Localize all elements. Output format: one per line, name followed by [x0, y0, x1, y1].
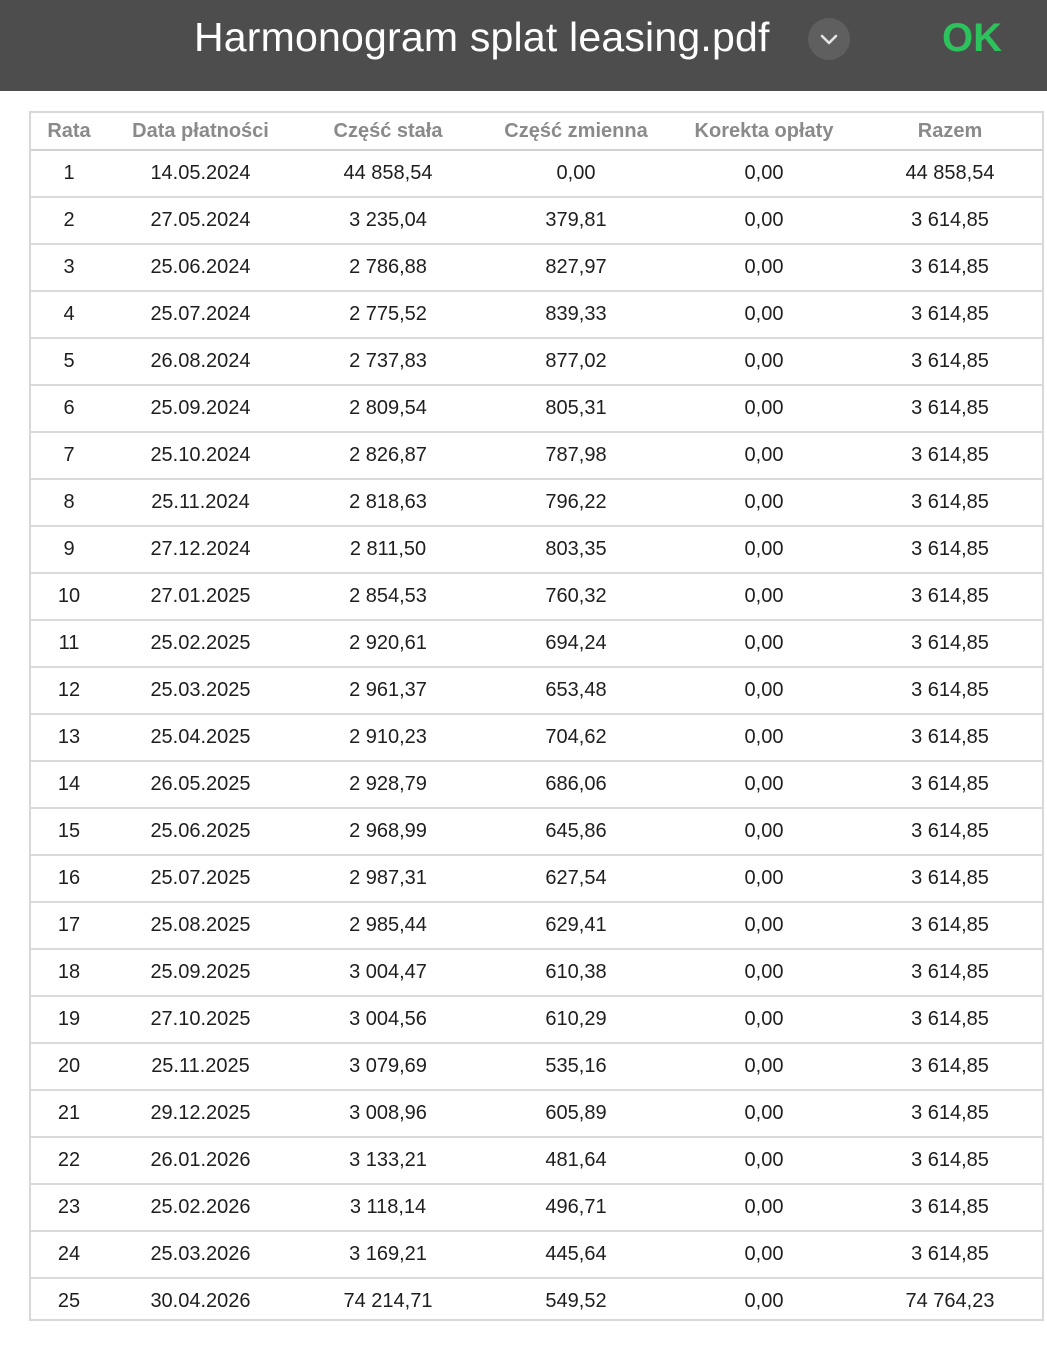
cell-fee-correction: 0,00	[670, 902, 858, 949]
table-row	[31, 620, 1042, 667]
cell-variable-part: 627,54	[482, 855, 670, 902]
cell-variable-part: 629,41	[482, 902, 670, 949]
column-header-fixed-part: Część stała	[294, 113, 482, 150]
cell-fixed-part: 2 786,88	[294, 244, 482, 291]
cell-variable-part: 481,64	[482, 1137, 670, 1184]
table-row	[31, 808, 1042, 855]
cell-fee-correction: 0,00	[670, 244, 858, 291]
cell-total: 3 614,85	[858, 1231, 1042, 1278]
table-row	[31, 338, 1042, 385]
cell-fixed-part: 2 818,63	[294, 479, 482, 526]
cell-fee-correction: 0,00	[670, 620, 858, 667]
cell-payment-date: 25.08.2025	[107, 902, 294, 949]
ok-button[interactable]: OK	[942, 16, 1002, 60]
cell-payment-date: 26.08.2024	[107, 338, 294, 385]
cell-fixed-part: 3 169,21	[294, 1231, 482, 1278]
cell-installment-number: 23	[31, 1184, 107, 1231]
cell-fee-correction: 0,00	[670, 1137, 858, 1184]
cell-installment-number: 20	[31, 1043, 107, 1090]
cell-total: 3 614,85	[858, 573, 1042, 620]
cell-fixed-part: 2 737,83	[294, 338, 482, 385]
cell-fee-correction: 0,00	[670, 1090, 858, 1137]
cell-total: 3 614,85	[858, 1090, 1042, 1137]
cell-fixed-part: 2 920,61	[294, 620, 482, 667]
cell-variable-part: 796,22	[482, 479, 670, 526]
cell-variable-part: 760,32	[482, 573, 670, 620]
cell-payment-date: 25.06.2025	[107, 808, 294, 855]
cell-variable-part: 496,71	[482, 1184, 670, 1231]
cell-payment-date: 25.06.2024	[107, 244, 294, 291]
cell-total: 3 614,85	[858, 1137, 1042, 1184]
cell-fixed-part: 3 004,56	[294, 996, 482, 1043]
cell-fee-correction: 0,00	[670, 1278, 858, 1324]
cell-installment-number: 4	[31, 291, 107, 338]
cell-variable-part: 610,29	[482, 996, 670, 1043]
cell-fee-correction: 0,00	[670, 1184, 858, 1231]
cell-installment-number: 16	[31, 855, 107, 902]
cell-total: 3 614,85	[858, 714, 1042, 761]
cell-fee-correction: 0,00	[670, 479, 858, 526]
table-row	[31, 1278, 1042, 1324]
table-row	[31, 1090, 1042, 1137]
cell-installment-number: 1	[63, 162, 75, 184]
cell-fixed-part: 74 214,71	[294, 1278, 482, 1324]
cell-installment-number: 21	[31, 1090, 107, 1137]
cell-variable-part: 805,31	[482, 385, 670, 432]
cell-fixed-part: 3 004,47	[294, 949, 482, 996]
cell-variable-part: 0,00	[556, 162, 596, 184]
cell-fee-correction: 0,00	[670, 197, 858, 244]
cell-installment-number: 14	[31, 761, 107, 808]
chevron-down-icon	[819, 30, 839, 48]
cell-fixed-part: 3 133,21	[294, 1137, 482, 1184]
cell-fixed-part: 2 985,44	[294, 902, 482, 949]
cell-installment-number: 12	[31, 667, 107, 714]
column-header-total: Razem	[858, 113, 1042, 150]
cell-total: 3 614,85	[858, 1043, 1042, 1090]
cell-installment-number: 19	[31, 996, 107, 1043]
title-menu-button[interactable]	[808, 18, 850, 60]
cell-variable-part: 610,38	[482, 949, 670, 996]
cell-fee-correction: 0,00	[670, 808, 858, 855]
cell-installment-number: 6	[31, 385, 107, 432]
cell-variable-part: 445,64	[482, 1231, 670, 1278]
table-row	[31, 855, 1042, 902]
cell-fixed-part: 2 826,87	[294, 432, 482, 479]
cell-payment-date: 27.12.2024	[107, 526, 294, 573]
cell-fee-correction: 0,00	[744, 162, 784, 184]
table-header-row	[31, 113, 1042, 150]
cell-fixed-part: 2 961,37	[294, 667, 482, 714]
cell-total: 3 614,85	[858, 855, 1042, 902]
cell-variable-part: 653,48	[482, 667, 670, 714]
cell-payment-date: 25.10.2024	[107, 432, 294, 479]
cell-variable-part: 379,81	[482, 197, 670, 244]
cell-fee-correction: 0,00	[670, 996, 858, 1043]
cell-installment-number: 2	[31, 197, 107, 244]
table-row	[31, 244, 1042, 291]
cell-payment-date: 25.09.2024	[107, 385, 294, 432]
top-bar	[0, 0, 1047, 91]
cell-fixed-part: 2 854,53	[294, 573, 482, 620]
cell-fixed-part: 3 235,04	[294, 197, 482, 244]
cell-variable-part: 694,24	[482, 620, 670, 667]
cell-fixed-part: 2 910,23	[294, 714, 482, 761]
cell-payment-date: 14.05.2024	[150, 162, 251, 184]
cell-total: 3 614,85	[858, 197, 1042, 244]
cell-installment-number: 9	[31, 526, 107, 573]
cell-payment-date: 29.12.2025	[107, 1090, 294, 1137]
table-row	[31, 432, 1042, 479]
cell-installment-number: 22	[31, 1137, 107, 1184]
cell-fee-correction: 0,00	[670, 526, 858, 573]
cell-fixed-part: 2 811,50	[294, 526, 482, 573]
table-row	[31, 1137, 1042, 1184]
cell-fee-correction: 0,00	[670, 291, 858, 338]
cell-installment-number: 3	[31, 244, 107, 291]
table-row	[31, 1231, 1042, 1278]
table-row	[31, 1184, 1042, 1231]
cell-payment-date: 25.03.2026	[107, 1231, 294, 1278]
table-row	[31, 902, 1042, 949]
cell-fee-correction: 0,00	[670, 1043, 858, 1090]
document-title: Harmonogram splat leasing.pdf	[194, 14, 770, 60]
cell-payment-date: 30.04.2026	[107, 1278, 294, 1324]
column-header-installment-number: Rata	[31, 113, 107, 150]
cell-installment-number: 18	[31, 949, 107, 996]
cell-total: 3 614,85	[858, 808, 1042, 855]
cell-payment-date: 25.03.2025	[107, 667, 294, 714]
cell-fee-correction: 0,00	[670, 432, 858, 479]
cell-payment-date: 25.02.2026	[107, 1184, 294, 1231]
cell-variable-part: 645,86	[482, 808, 670, 855]
cell-variable-part: 686,06	[482, 761, 670, 808]
cell-total: 3 614,85	[858, 949, 1042, 996]
cell-total: 3 614,85	[858, 244, 1042, 291]
cell-fee-correction: 0,00	[670, 1231, 858, 1278]
cell-total: 3 614,85	[858, 432, 1042, 479]
cell-variable-part: 839,33	[482, 291, 670, 338]
cell-payment-date: 25.11.2025	[107, 1043, 294, 1090]
cell-installment-number: 15	[31, 808, 107, 855]
cell-fixed-part: 44 858,54	[343, 162, 433, 184]
column-header-payment-date: Data płatności	[107, 113, 294, 150]
table-row	[31, 479, 1042, 526]
table-row	[31, 291, 1042, 338]
cell-fee-correction: 0,00	[670, 949, 858, 996]
table-row	[31, 761, 1042, 808]
cell-variable-part: 877,02	[482, 338, 670, 385]
cell-fee-correction: 0,00	[670, 714, 858, 761]
table-row	[31, 573, 1042, 620]
cell-installment-number: 8	[31, 479, 107, 526]
cell-variable-part: 605,89	[482, 1090, 670, 1137]
cell-fee-correction: 0,00	[670, 385, 858, 432]
cell-fixed-part: 3 118,14	[294, 1184, 482, 1231]
table-row	[31, 197, 1042, 244]
column-header-variable-part: Część zmienna	[482, 113, 670, 150]
payment-schedule-table	[31, 113, 1042, 1324]
cell-payment-date: 26.01.2026	[107, 1137, 294, 1184]
cell-fixed-part: 2 775,52	[294, 291, 482, 338]
table-row	[31, 1043, 1042, 1090]
cell-total: 74 764,23	[858, 1278, 1042, 1324]
column-header-fee-correction: Korekta opłaty	[670, 113, 858, 150]
cell-fee-correction: 0,00	[670, 573, 858, 620]
cell-payment-date: 25.02.2025	[107, 620, 294, 667]
cell-total: 3 614,85	[858, 1184, 1042, 1231]
cell-installment-number: 25	[31, 1278, 107, 1324]
cell-total: 3 614,85	[858, 479, 1042, 526]
cell-variable-part: 704,62	[482, 714, 670, 761]
cell-payment-date: 25.09.2025	[107, 949, 294, 996]
cell-installment-number: 5	[31, 338, 107, 385]
cell-total: 3 614,85	[858, 902, 1042, 949]
cell-variable-part: 803,35	[482, 526, 670, 573]
cell-payment-date: 25.04.2025	[107, 714, 294, 761]
cell-total: 3 614,85	[858, 526, 1042, 573]
table-row	[31, 949, 1042, 996]
cell-variable-part: 535,16	[482, 1043, 670, 1090]
cell-payment-date: 25.07.2024	[107, 291, 294, 338]
cell-installment-number: 24	[31, 1231, 107, 1278]
cell-total: 3 614,85	[858, 338, 1042, 385]
cell-total: 3 614,85	[858, 667, 1042, 714]
cell-variable-part: 827,97	[482, 244, 670, 291]
cell-variable-part: 787,98	[482, 432, 670, 479]
table-row	[31, 667, 1042, 714]
cell-fee-correction: 0,00	[670, 761, 858, 808]
cell-installment-number: 10	[31, 573, 107, 620]
cell-installment-number: 7	[31, 432, 107, 479]
cell-payment-date: 27.01.2025	[107, 573, 294, 620]
cell-payment-date: 27.05.2024	[107, 197, 294, 244]
cell-installment-number: 13	[31, 714, 107, 761]
cell-variable-part: 549,52	[482, 1278, 670, 1324]
cell-payment-date: 25.07.2025	[107, 855, 294, 902]
cell-fixed-part: 2 928,79	[294, 761, 482, 808]
table-row	[31, 385, 1042, 432]
cell-payment-date: 25.11.2024	[107, 479, 294, 526]
table-row	[31, 526, 1042, 573]
cell-fixed-part: 2 987,31	[294, 855, 482, 902]
cell-fixed-part: 2 968,99	[294, 808, 482, 855]
cell-fixed-part: 2 809,54	[294, 385, 482, 432]
cell-total: 44 858,54	[905, 162, 995, 184]
cell-total: 3 614,85	[858, 761, 1042, 808]
cell-payment-date: 26.05.2025	[107, 761, 294, 808]
schedule-table-container	[29, 111, 1044, 1321]
cell-fixed-part: 3 079,69	[294, 1043, 482, 1090]
cell-fee-correction: 0,00	[670, 667, 858, 714]
table-row	[31, 150, 1042, 197]
cell-total: 3 614,85	[858, 996, 1042, 1043]
cell-payment-date: 27.10.2025	[107, 996, 294, 1043]
table-row	[31, 996, 1042, 1043]
table-body	[31, 150, 1042, 1324]
cell-fixed-part: 3 008,96	[294, 1090, 482, 1137]
cell-installment-number: 17	[31, 902, 107, 949]
cell-fee-correction: 0,00	[670, 338, 858, 385]
table-row	[31, 714, 1042, 761]
cell-total: 3 614,85	[858, 385, 1042, 432]
cell-total: 3 614,85	[858, 291, 1042, 338]
cell-fee-correction: 0,00	[670, 855, 858, 902]
cell-installment-number: 11	[31, 620, 107, 667]
cell-total: 3 614,85	[858, 620, 1042, 667]
